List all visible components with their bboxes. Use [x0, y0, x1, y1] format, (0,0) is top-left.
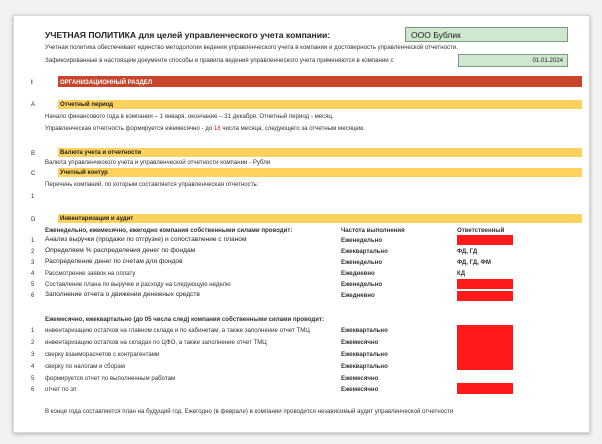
row-text: Составление плана по выручке и расходу на следующую неделю: [45, 281, 231, 288]
row-frequency[interactable]: Еженедельно: [341, 237, 383, 244]
row-number: 1: [31, 238, 35, 244]
section-a-title: Отчетный период: [60, 101, 114, 108]
row-number: 3: [31, 352, 35, 358]
row-text: сверку взаиморасчетов с контрагентами: [45, 351, 160, 358]
section-c-band: [58, 168, 582, 177]
row-number: 4: [31, 364, 35, 370]
responsible-missing-block[interactable]: [457, 325, 513, 370]
section-d-band: [58, 214, 582, 223]
row-frequency[interactable]: Ежедневно: [341, 292, 375, 299]
row-number: 5: [31, 376, 35, 382]
row-text: инвентаризацию остатков на главном складе и по кабинетам, а также заполнение отчет ТМЦ: [45, 327, 310, 334]
section-c-title: Учетный контур: [60, 169, 108, 176]
row-frequency[interactable]: Ежемесячно: [341, 375, 379, 382]
row-number: 1: [31, 328, 35, 334]
row-responsible[interactable]: КД: [457, 270, 466, 277]
section-c-number: C: [31, 171, 36, 177]
currency-text: Валюта управленческого учета и управленческой отчетности компании - Рубли: [45, 159, 271, 166]
section-i-title: ОРГАНИЗАЦИОННЫЙ РАЗДЕЛ: [60, 78, 153, 86]
row-text: Анализ выручки (продажи по отгрузке) и сопоставление с планом: [45, 236, 247, 243]
perimeter-text: Перечень компаний, по которым составляется управленческая отчетность:: [45, 181, 259, 188]
row-text: Распределение денег по счетам для фондов: [45, 258, 183, 265]
col-responsible-header: Ответственный: [457, 227, 505, 234]
section-b-band: [58, 148, 582, 157]
row-frequency[interactable]: Еженедельно: [341, 281, 383, 288]
deadline-text-after: числа месяца, следующего за отчетным месяцем.: [220, 125, 365, 132]
deadline-text-before: Управленческая отчетность формируется ежемесячно - до: [45, 125, 214, 132]
deadline-day[interactable]: 18: [213, 125, 221, 132]
perimeter-row-number: 1: [31, 194, 35, 200]
section-a-number: A: [31, 102, 36, 108]
page-title: УЧЕТНАЯ ПОЛИТИКА для целей управленческого учета компании:: [45, 30, 331, 40]
row-frequency[interactable]: Ежеквартально: [341, 351, 388, 358]
fiscal-year-text: Начало финансового года в компании – 1 января, окончание – 31 декабря. Отчетный период - месяц.: [45, 113, 334, 120]
row-text: Рассмотрение заявок на оплату: [45, 270, 136, 277]
row-number: 2: [31, 340, 35, 346]
row-text: Определяем % распределения денег по фондам: [45, 247, 196, 254]
section-b-title: Валюта учета и отчетности: [60, 149, 142, 156]
company-name: ООО Бублик: [411, 29, 461, 40]
monthly-header: Ежемесячно, ежеквартально (до 05 числа след) компания собственными силами проводит:: [45, 316, 325, 323]
row-frequency[interactable]: Еженедельно: [341, 259, 383, 266]
responsible-missing-cell[interactable]: [457, 291, 513, 301]
row-text: Заполнение отчета о движении денежных средств: [45, 291, 200, 298]
responsible-missing-cell[interactable]: [457, 383, 513, 394]
section-d-title: Инвентаризация и аудит: [60, 215, 134, 222]
row-number: 4: [31, 271, 35, 277]
row-frequency[interactable]: Ежеквартально: [341, 363, 388, 370]
section-b-number: B: [31, 151, 36, 157]
audit-footer-text: В конце года составляется план на будущий год. Ежегодно (в феврале) в компании проводится независимый аудит управленческой отчетности: [45, 408, 454, 415]
row-text: инвентаризацию остатков на складах по ЦФО, а также заполнение отчет ТМЦ: [45, 339, 267, 346]
section-d-number: D: [31, 217, 36, 223]
responsible-missing-cell[interactable]: [457, 235, 513, 245]
row-number: 6: [31, 293, 35, 299]
start-date: 01.01.2024: [532, 56, 563, 64]
row-number: 3: [31, 260, 35, 266]
weekly-header: Еженедельно, ежемесячно, ежегодно компания собственными силами проводит:: [45, 227, 293, 234]
reporting-deadline-text: [45, 126, 365, 132]
intro-line-2: Зафиксированные в настоящем документе способы и правила ведения управленческого учета применяются в компании с: [45, 57, 394, 64]
row-frequency[interactable]: Ежеквартально: [341, 248, 388, 255]
intro-line-1: Учетная политика обеспечивает единство методологии ведения управленческого учета в компании и достоверность управленческой отчетности.: [45, 44, 458, 51]
company-name-cell[interactable]: [405, 27, 568, 42]
section-i-number: I: [31, 80, 33, 86]
row-frequency[interactable]: Ежемесячно: [341, 386, 379, 393]
row-text: формируется отчет по выполненным работам: [45, 375, 176, 382]
section-a-band: [58, 100, 582, 109]
policy-sheet: [13, 15, 590, 433]
section-i-band: [58, 76, 582, 87]
row-responsible[interactable]: ФД, ГД, ФМ: [457, 259, 491, 266]
row-text: сверку по налогам и сборам: [45, 363, 125, 370]
row-text: отчет по зп: [45, 386, 77, 393]
row-number: 6: [31, 387, 35, 393]
row-number: 2: [31, 249, 35, 255]
row-frequency[interactable]: Ежедневно: [341, 270, 375, 277]
row-responsible[interactable]: ФД, ГД: [457, 248, 478, 255]
row-number: 5: [31, 282, 35, 288]
start-date-cell[interactable]: [458, 54, 568, 67]
row-frequency[interactable]: Ежемесячно: [341, 339, 379, 346]
responsible-missing-cell[interactable]: [457, 279, 513, 289]
row-frequency[interactable]: Ежеквартально: [341, 327, 388, 334]
col-frequency-header: Частота выполнения: [341, 227, 405, 234]
